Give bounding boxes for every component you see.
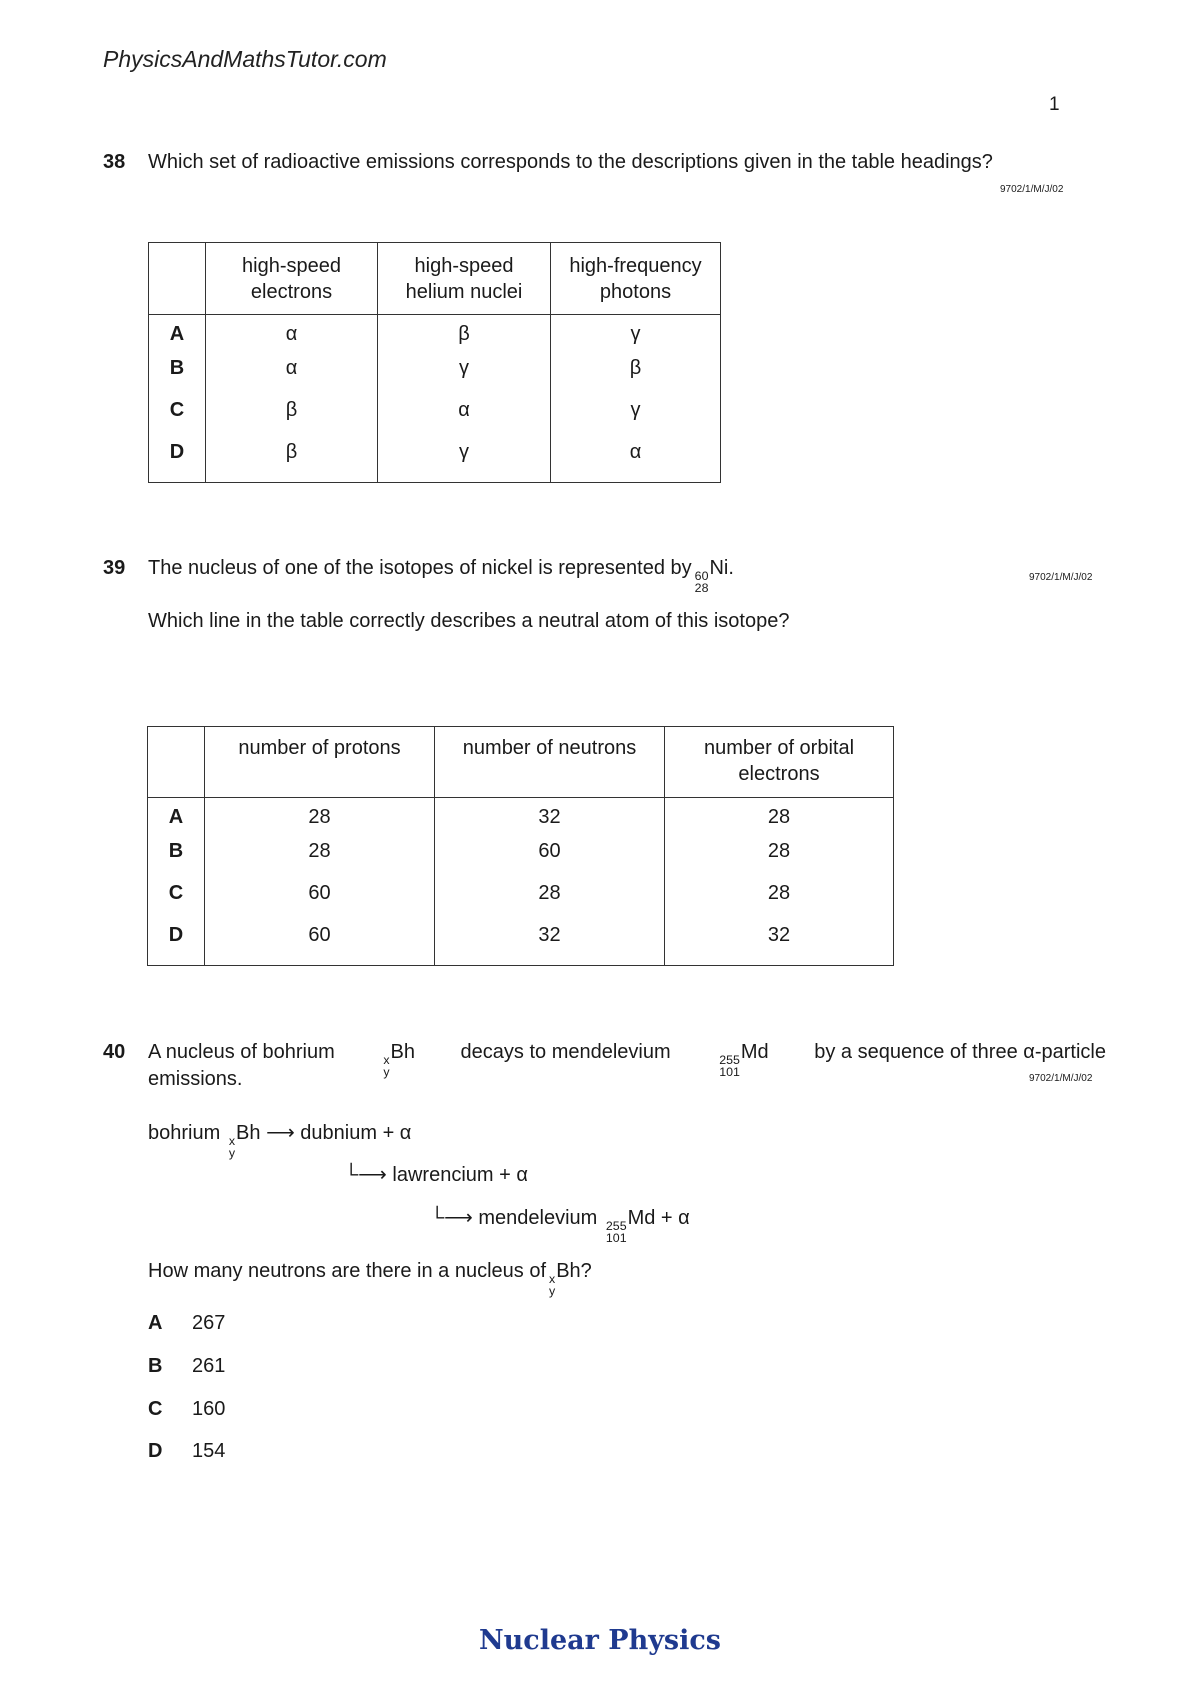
table-cell: 28	[665, 840, 894, 882]
table-cell: α	[551, 441, 721, 483]
table-row	[148, 924, 894, 966]
table-corner	[149, 243, 206, 315]
row-label: C	[148, 882, 205, 924]
table-cell: α	[378, 399, 551, 441]
decay-step-3: └⟶ mendelevium 255 101 Md + α	[430, 1207, 690, 1245]
mendelevium-nuclide-notation: 255 101	[605, 1218, 627, 1245]
option-value: 154	[192, 1440, 226, 1462]
option-letter: D	[148, 1440, 163, 1462]
option-value: 160	[192, 1398, 226, 1420]
question-40-question: How many neutrons are there in a nucleus of x y Bh?	[148, 1260, 592, 1298]
table-cell: 28	[205, 840, 435, 882]
table-header: high-speed helium nuclei	[378, 243, 551, 315]
question-38-ref: 9702/1/M/J/02	[1000, 184, 1064, 195]
question-39-question: Which line in the table correctly describes a neutral atom of this isotope?	[148, 610, 790, 632]
question-39-number: 39	[103, 557, 126, 579]
table-row	[148, 798, 894, 840]
table-row	[149, 315, 721, 357]
table-header: number of orbital electrons	[665, 727, 894, 798]
decay-step-2: └⟶ lawrencium + α	[344, 1164, 528, 1186]
question-38-table	[148, 242, 721, 483]
question-38-number: 38	[103, 151, 126, 173]
table-header: number of neutrons	[435, 727, 665, 798]
footer-title: Nuclear Physics	[478, 1625, 722, 1656]
table-cell: γ	[551, 315, 721, 357]
page-number: 1	[1049, 94, 1060, 115]
table-cell: β	[378, 315, 551, 357]
table-cell: β	[551, 357, 721, 399]
row-label: A	[149, 315, 206, 357]
table-cell: β	[206, 441, 378, 483]
question-39-table	[147, 726, 894, 966]
table-cell: γ	[551, 399, 721, 441]
option-value: 261	[192, 1355, 226, 1377]
row-label: C	[149, 399, 206, 441]
table-cell: 28	[205, 798, 435, 840]
site-name: PhysicsAndMathsTutor.com	[103, 46, 387, 72]
table-cell: 32	[665, 924, 894, 966]
table-row	[148, 882, 894, 924]
table-row	[149, 357, 721, 399]
bohrium-nuclide-notation: x y	[228, 1133, 236, 1160]
table-row	[149, 441, 721, 483]
bohrium-nuclide-notation: x y	[549, 1271, 556, 1298]
option-value: 267	[192, 1312, 226, 1334]
table-header: high-speed electrons	[206, 243, 378, 315]
question-39-text: The nucleus of one of the isotopes of nickel is represented by 60 28 Ni.	[148, 557, 734, 595]
table-cell: 60	[205, 882, 435, 924]
table-cell: 32	[435, 924, 665, 966]
table-cell: 28	[665, 798, 894, 840]
table-cell: 28	[435, 882, 665, 924]
table-cell: α	[206, 315, 378, 357]
table-cell: β	[206, 399, 378, 441]
row-label: D	[149, 441, 206, 483]
option-letter: B	[148, 1355, 163, 1377]
table-corner	[148, 727, 205, 798]
question-40-number: 40	[103, 1041, 126, 1063]
question-40-line1: A nucleus of bohrium x y Bh decays to mendelevium 255 101 Md by a sequence of three α-particle	[148, 1041, 1106, 1079]
question-40-line2: emissions.	[148, 1068, 243, 1090]
row-label: B	[149, 357, 206, 399]
table-header: number of protons	[205, 727, 435, 798]
table-cell: γ	[378, 441, 551, 483]
mendelevium-nuclide-notation: 255 101	[719, 1052, 740, 1079]
row-label: B	[148, 840, 205, 882]
table-row	[149, 399, 721, 441]
table-cell: 60	[205, 924, 435, 966]
option-letter: A	[148, 1312, 163, 1334]
option-letter: C	[148, 1398, 163, 1420]
table-cell: 28	[665, 882, 894, 924]
question-39-ref: 9702/1/M/J/02	[1029, 572, 1093, 583]
table-cell: 32	[435, 798, 665, 840]
table-cell: α	[206, 357, 378, 399]
table-row	[148, 840, 894, 882]
question-40-ref: 9702/1/M/J/02	[1029, 1073, 1093, 1084]
table-cell: γ	[378, 357, 551, 399]
table-cell: 60	[435, 840, 665, 882]
decay-step-1: bohrium x y Bh ⟶ dubnium + α	[148, 1122, 412, 1160]
table-header: high-frequency photons	[551, 243, 721, 315]
nickel-nuclide-notation: 60 28	[694, 568, 709, 595]
bohrium-nuclide-notation: x y	[383, 1052, 390, 1079]
row-label: D	[148, 924, 205, 966]
question-38-text: Which set of radioactive emissions corresponds to the descriptions given in the table headings?	[148, 151, 993, 173]
row-label: A	[148, 798, 205, 840]
